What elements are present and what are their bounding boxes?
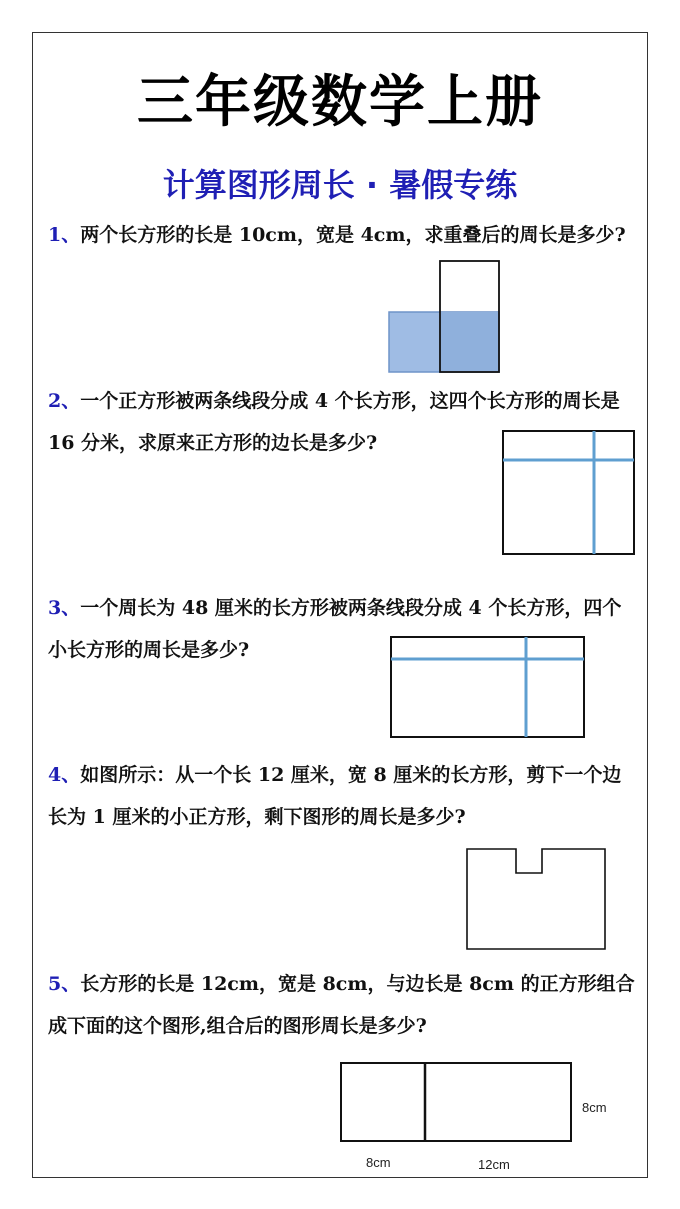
question-text: 一个正方形被两条线段分成 4 个长方形，这四个长方形的周长是 16 分米，求原来正方形的边长是多少? — [48, 390, 620, 454]
figure-combined-shape — [340, 1062, 574, 1144]
label-square-width: 8cm — [366, 1155, 391, 1170]
question-number: 2、 — [48, 390, 81, 412]
question-text: 如图所示：从一个长 12 厘米，宽 8 厘米的长方形，剪下一个边长为 1 厘米的小正方形，剩下图形的周长是多少? — [48, 764, 622, 828]
combined-outline — [341, 1063, 571, 1141]
question-number: 3、 — [48, 597, 81, 619]
figure-overlapping-rectangles — [388, 260, 504, 376]
question-4 — [48, 754, 638, 838]
label-rect-width: 12cm — [478, 1157, 510, 1172]
figure-notched-rectangle — [466, 848, 608, 952]
figure-divided-rectangle — [390, 636, 586, 740]
notched-outline — [467, 849, 605, 949]
page-subtitle: 计算图形周长 · 暑假专练 — [162, 166, 518, 204]
page-title: 三年级数学上册 — [137, 70, 543, 135]
question-text: 两个长方形的长是 10cm，宽是 4cm，求重叠后的周长是多少? — [80, 224, 626, 246]
question-number: 1、 — [48, 224, 81, 246]
question-5 — [48, 963, 638, 1047]
question-1 — [48, 214, 638, 256]
label-height: 8cm — [582, 1100, 607, 1115]
question-number: 5、 — [48, 973, 81, 995]
question-number: 4、 — [48, 764, 81, 786]
overlap-region — [440, 312, 499, 372]
question-text: 长方形的长是 12cm，宽是 8cm，与边长是 8cm 的正方形组合成下面的这个图形,组合后的图形周长是多少? — [48, 973, 635, 1037]
rectangle-outline — [391, 637, 584, 737]
figure-divided-square — [502, 430, 636, 556]
square-outline — [503, 431, 634, 554]
question-text: 一个周长为 48 厘米的长方形被两条线段分成 4 个长方形，四个小长方形的周长是多少? — [48, 597, 622, 661]
